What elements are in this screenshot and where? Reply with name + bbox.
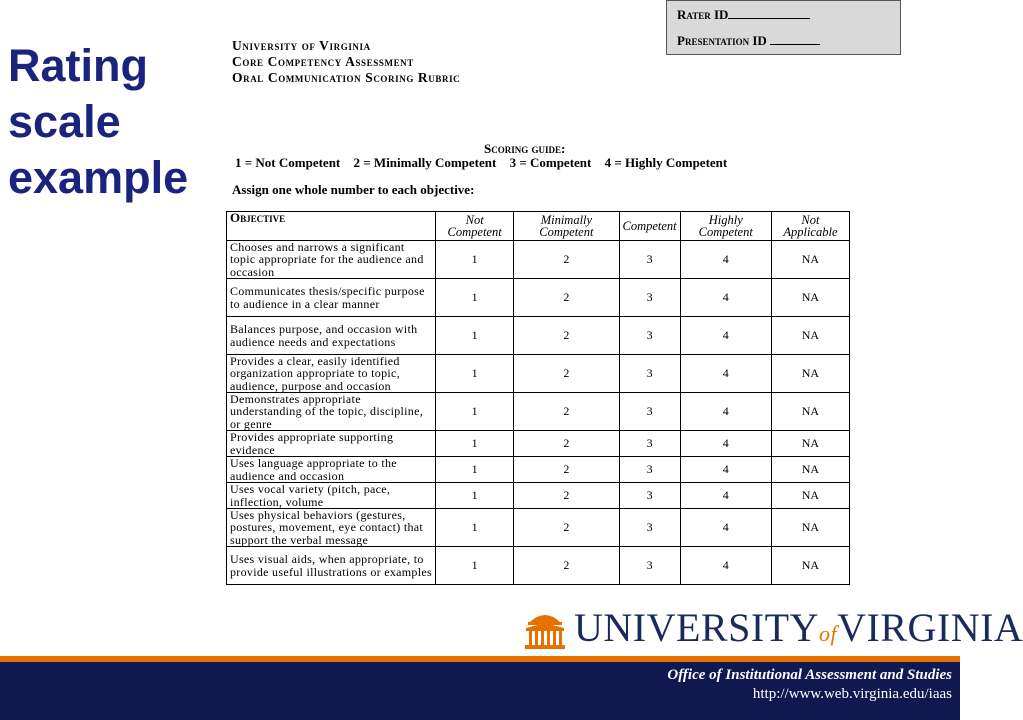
score-cell: 2 xyxy=(514,241,619,279)
objective-cell: Demonstrates appropriate understanding of the topic, discipline, or genre xyxy=(227,393,436,431)
score-cell: 4 xyxy=(680,317,771,355)
score-cell: 3 xyxy=(619,279,680,317)
score-cell: 3 xyxy=(619,431,680,457)
table-row xyxy=(227,431,850,457)
score-cell: 1 xyxy=(436,241,514,279)
score-cell: 2 xyxy=(514,317,619,355)
scoring-guide-scale xyxy=(235,155,737,171)
scale-item: 3 = Competent xyxy=(509,155,592,170)
score-cell: 4 xyxy=(680,509,771,547)
objective-cell: Provides appropriate supporting evidence xyxy=(227,431,436,457)
presentation-id-line xyxy=(677,33,820,49)
presentation-id-label: Presentation ID xyxy=(677,33,767,48)
table-row xyxy=(227,241,850,279)
score-cell: 3 xyxy=(619,355,680,393)
table-row xyxy=(227,509,850,547)
score-cell: 2 xyxy=(514,547,619,585)
score-cell: 2 xyxy=(514,509,619,547)
score-cell: 3 xyxy=(619,483,680,509)
objective-cell: Chooses and narrows a significant topic appropriate for the audience and occasion xyxy=(227,241,436,279)
column-header-highly-competent: Highly Competent xyxy=(680,212,771,241)
column-header-not-applicable: Not Applicable xyxy=(771,212,849,241)
score-cell: NA xyxy=(771,317,849,355)
logo-wordmark xyxy=(574,605,1023,654)
score-cell: NA xyxy=(771,393,849,431)
score-cell: 4 xyxy=(680,547,771,585)
score-cell: 1 xyxy=(436,279,514,317)
score-cell: 2 xyxy=(514,393,619,431)
score-cell: 4 xyxy=(680,483,771,509)
table-row xyxy=(227,457,850,483)
rater-id-label: Rater ID xyxy=(677,7,729,22)
table-row xyxy=(227,547,850,585)
score-cell: 3 xyxy=(619,241,680,279)
university-logo xyxy=(522,605,1023,652)
score-cell: NA xyxy=(771,547,849,585)
score-cell: 1 xyxy=(436,547,514,585)
score-cell: NA xyxy=(771,483,849,509)
rater-id-line xyxy=(677,7,810,23)
rotunda-icon xyxy=(522,606,568,650)
table-row xyxy=(227,393,850,431)
column-header-not-competent: Not Competent xyxy=(436,212,514,241)
objective-cell: Uses physical behaviors (gestures, postures, movement, eye contact) that support the verbal message xyxy=(227,509,436,547)
score-cell: 3 xyxy=(619,393,680,431)
score-cell: 2 xyxy=(514,457,619,483)
score-cell: 3 xyxy=(619,509,680,547)
slide-title: Rating scale example xyxy=(8,40,189,203)
logo-word-virginia: VIRGINIA xyxy=(837,605,1023,650)
score-cell: 4 xyxy=(680,393,771,431)
score-cell: 4 xyxy=(680,279,771,317)
column-header-minimally-competent: Minimally Competent xyxy=(514,212,619,241)
score-cell: 2 xyxy=(514,431,619,457)
logo-word-university: UNIVERSITY xyxy=(574,605,819,650)
score-cell: 3 xyxy=(619,457,680,483)
score-cell: 1 xyxy=(436,317,514,355)
logo-word-of: of xyxy=(818,621,838,646)
scale-item: 4 = Highly Competent xyxy=(604,155,728,170)
score-cell: NA xyxy=(771,431,849,457)
score-cell: 3 xyxy=(619,317,680,355)
table-row xyxy=(227,355,850,393)
column-header-objective: Objective xyxy=(227,212,436,241)
objective-cell: Uses vocal variety (pitch, pace, inflection, volume xyxy=(227,483,436,509)
assign-instruction: Assign one whole number to each objective: xyxy=(232,182,475,197)
scale-item: 1 = Not Competent xyxy=(235,155,341,170)
score-cell: 2 xyxy=(514,483,619,509)
rater-id-box xyxy=(666,0,901,55)
footer-office-name: Office of Institutional Assessment and Studies xyxy=(667,667,952,683)
score-cell: 1 xyxy=(436,355,514,393)
score-cell: NA xyxy=(771,509,849,547)
objective-cell: Communicates thesis/specific purpose to audience in a clear manner xyxy=(227,279,436,317)
objective-cell: Uses language appropriate to the audience and occasion xyxy=(227,457,436,483)
score-cell: 1 xyxy=(436,431,514,457)
scale-item: 2 = Minimally Competent xyxy=(353,155,497,170)
rubric-header xyxy=(232,38,460,86)
scoring-guide-title: Scoring guide: xyxy=(484,141,566,156)
column-header-competent: Competent xyxy=(619,212,680,241)
objective-cell: Provides a clear, easily identified organization appropriate to topic, audience, purpose and occasion xyxy=(227,355,436,393)
score-cell: 2 xyxy=(514,355,619,393)
score-cell: 1 xyxy=(436,457,514,483)
table-row xyxy=(227,483,850,509)
score-cell: 4 xyxy=(680,457,771,483)
footer-url[interactable]: http://www.web.virginia.edu/iaas xyxy=(752,686,952,702)
score-cell: NA xyxy=(771,355,849,393)
score-cell: NA xyxy=(771,279,849,317)
table-row xyxy=(227,317,850,355)
header-rubric: Oral Communication Scoring Rubric xyxy=(232,70,461,85)
score-cell: 1 xyxy=(436,393,514,431)
presentation-id-blank xyxy=(770,33,820,45)
score-cell: 1 xyxy=(436,483,514,509)
score-cell: 2 xyxy=(514,279,619,317)
score-cell: 1 xyxy=(436,509,514,547)
score-cell: 4 xyxy=(680,241,771,279)
score-cell: 4 xyxy=(680,431,771,457)
score-cell: NA xyxy=(771,457,849,483)
rubric-table xyxy=(226,211,850,585)
rater-id-blank xyxy=(728,7,810,19)
score-cell: 3 xyxy=(619,547,680,585)
table-header-row xyxy=(227,212,850,241)
header-assessment: Core Competency Assessment xyxy=(232,54,414,69)
table-row xyxy=(227,279,850,317)
objective-cell: Balances purpose, and occasion with audience needs and expectations xyxy=(227,317,436,355)
objective-cell: Uses visual aids, when appropriate, to provide useful illustrations or examples xyxy=(227,547,436,585)
header-university: University of Virginia xyxy=(232,38,371,53)
score-cell: NA xyxy=(771,241,849,279)
score-cell: 4 xyxy=(680,355,771,393)
